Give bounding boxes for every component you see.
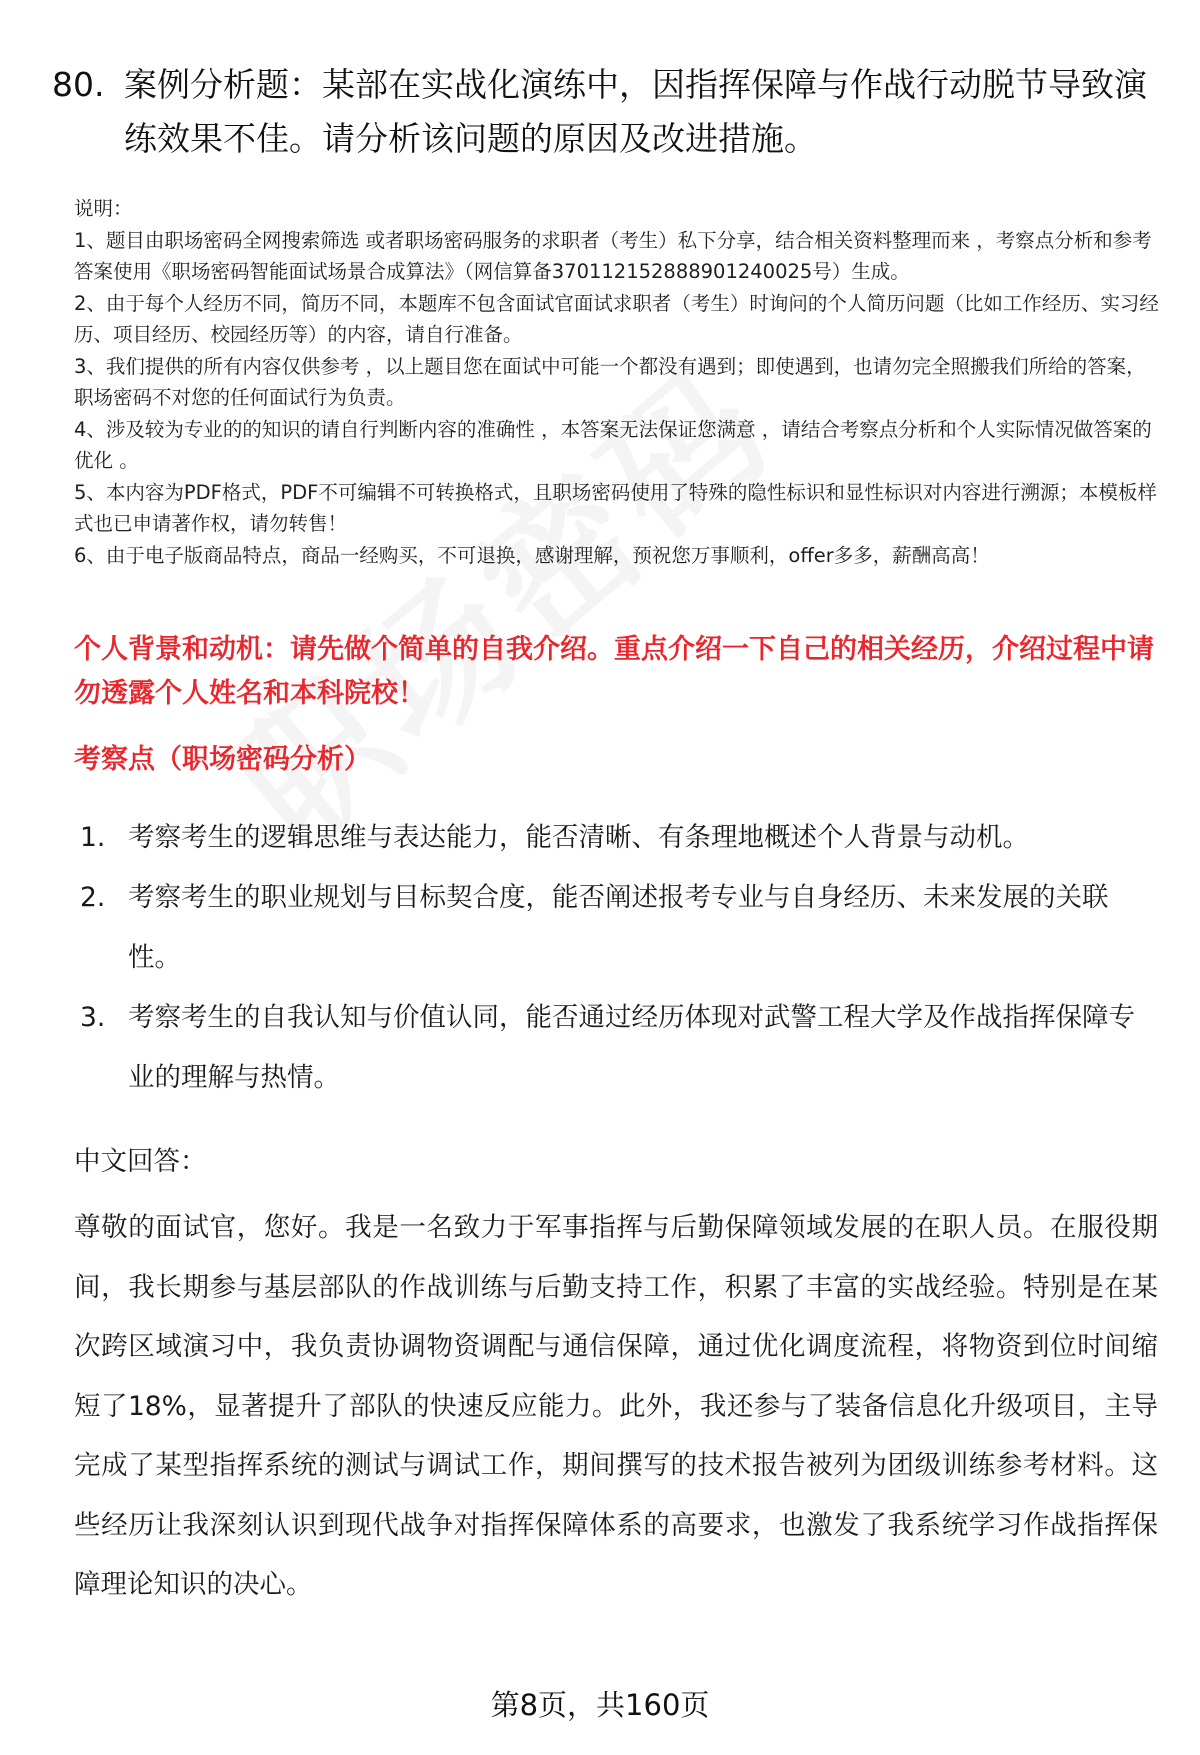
point-text: 考察考生的职业规划与目标契合度，能否阐述报考专业与自身经历、未来发展的关联性。 xyxy=(128,882,1109,973)
question-text: 案例分析题：某部在实战化演练中，因指挥保障与作战行动脱节导致演练效果不佳。请分析该问题的原因及改进措施。 xyxy=(124,65,1147,158)
question-number: 80. xyxy=(52,65,105,104)
note-item: 4、涉及较为专业的的知识的请自行判断内容的准确性 ，本答案无法保证您满意 ，请结合考察点分析和个人实际情况做答案的优化 。 xyxy=(74,417,1152,472)
point-number: 2. xyxy=(80,882,106,913)
question-title xyxy=(52,58,1162,166)
list-item xyxy=(80,988,1160,1108)
answer-label: 中文回答： xyxy=(74,1146,207,1177)
point-text: 考察考生的逻辑思维与表达能力，能否清晰、有条理地概述个人背景与动机。 xyxy=(128,822,1029,853)
section-heading: 个人背景和动机：请先做个简单的自我介绍。重点介绍一下自己的相关经历，介绍过程中请勿透露个人姓名和本科院校！ xyxy=(74,634,1154,709)
page-number: 第8页，共160页 xyxy=(490,1688,710,1722)
analysis-title: 考察点（职场密码分析） xyxy=(74,744,371,775)
analysis-points xyxy=(80,808,1160,1108)
notes-heading: 说明： xyxy=(74,197,133,220)
list-item xyxy=(80,868,1160,988)
point-number: 1. xyxy=(80,822,106,853)
note-item: 2、由于每个人经历不同，简历不同，本题库不包含面试官面试求职者（考生）时询问的个人简历问题（比如工作经历、实习经历、项目经历、校园经历等）的内容，请自行准备。 xyxy=(74,291,1159,346)
note-item: 6、由于电子版商品特点，商品一经购买，不可退换，感谢理解，预祝您万事顺利，offer多多，薪酬高高！ xyxy=(74,543,990,567)
answer-text: 尊敬的面试官，您好。我是一名致力于军事指挥与后勤保障领域发展的在职人员。在服役期间，我长期参与基层部队的作战训练与后勤支持工作，积累了丰富的实战经验。特别是在某次跨区域演习中，我负责协调物资调配与通信保障，通过优化调度流程，将物资到位时间缩短了18%，显著提升了部队的快速反应能力。此外，我还参与了装备信息化升级项目，主导完成了某型指挥系统的测试与调试工作，期间撰写的技术报告被列为团级训练参考材料。这些经历让我深刻认识到现代战争对指挥保障体系的高要求，也激发了我系统学习作战指挥保障理论知识的决心。 xyxy=(74,1212,1158,1600)
notes-section xyxy=(74,193,1164,571)
note-item: 5、本内容为PDF格式，PDF不可编辑不可转换格式，且职场密码使用了特殊的隐性标识和显性标识对内容进行溯源；本模板样式也已申请著作权，请勿转售！ xyxy=(74,480,1157,535)
point-text: 考察考生的自我认知与价值认同，能否通过经历体现对武警工程大学及作战指挥保障专业的理解与热情。 xyxy=(128,1002,1135,1093)
point-number: 3. xyxy=(80,1002,106,1033)
list-item xyxy=(80,808,1160,868)
note-item: 1、题目由职场密码全网搜索筛选 或者职场密码服务的求职者（考生）私下分享，结合相关资料整理而来 ，考察点分析和参考答案使用《职场密码智能面试场景合成算法》（网信算备370112152888901240025号）生成。 xyxy=(74,228,1152,283)
note-item: 3、我们提供的所有内容仅供参考 ，以上题目您在面试中可能一个都没有遇到；即使遇到，也请勿完全照搬我们所给的答案，职场密码不对您的任何面试行为负责。 xyxy=(74,354,1146,409)
